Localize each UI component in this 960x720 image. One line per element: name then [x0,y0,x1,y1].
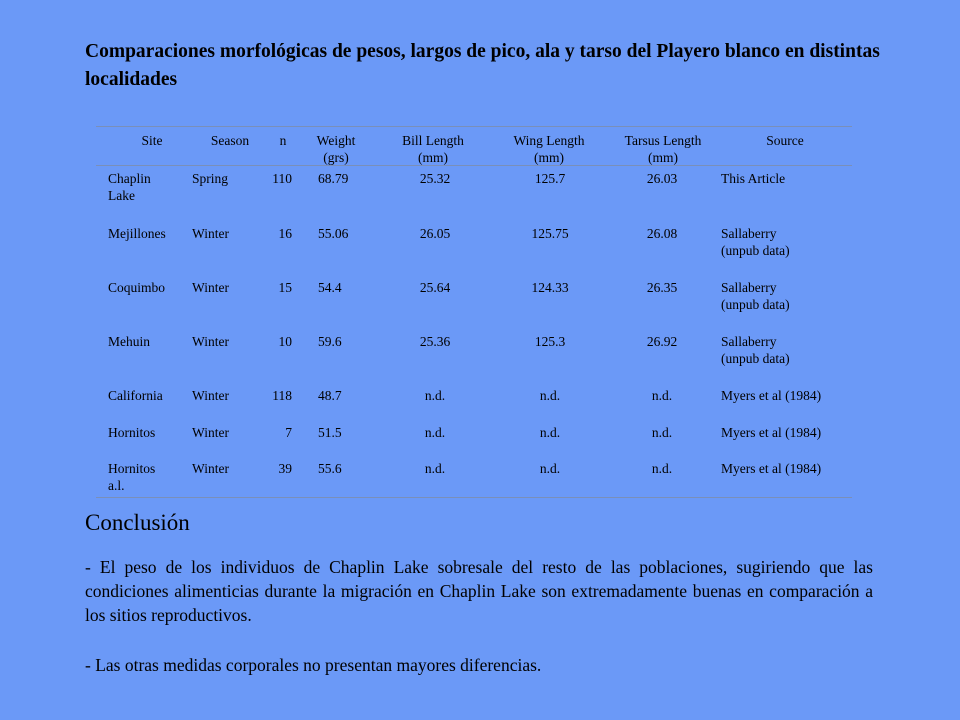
cell-site: Mejillones [108,226,166,241]
cell-season: Winter [192,280,229,295]
cell-season: Spring [192,171,229,186]
cell-season: Winter [192,334,229,349]
cell-source: Myers et al (1984) [721,425,822,440]
cell-site: California [108,388,163,403]
conclusion-heading: Conclusión [85,510,190,535]
cell-season: Winter [192,461,229,476]
cell-tarsus-length: 26.35 [646,280,678,295]
cell-season: Winter [192,388,229,403]
slide-title: Comparaciones morfológicas de pesos, largos de pico, ala y tarso del Playero blanco en distintas localidades [85,41,880,90]
cell-tarsus-length: 26.92 [646,334,678,349]
cell-site: Coquimbo [108,280,166,295]
cell-source: This Article [721,171,786,186]
cell-weight: 55.6 [318,461,342,476]
cell-wing-length: 125.3 [534,334,566,349]
header-site: Site [141,133,163,148]
cell-wing-length: 125.75 [531,226,569,241]
cell-source: Myers et al (1984) [721,461,822,476]
cell-source: Sallaberry (unpub data) [721,280,790,312]
header-season: Season [210,133,250,148]
cell-n: 7 [285,425,292,440]
cell-n: 118 [272,388,292,403]
cell-bill-length: 25.32 [419,171,451,186]
cell-bill-length: 26.05 [419,226,451,241]
header-source: Source [766,133,804,148]
cell-bill-length: n.d. [424,388,446,403]
cell-season: Winter [192,425,229,440]
header-wing-length: Wing Length (mm) [513,133,585,165]
cell-bill-length: n.d. [424,461,446,476]
cell-weight: 48.7 [318,388,342,403]
conclusion-paragraph: - Las otras medidas corporales no presentan mayores diferencias. [85,655,542,675]
cell-tarsus-length: n.d. [651,388,673,403]
cell-bill-length: 25.64 [419,280,451,295]
cell-tarsus-length: 26.08 [646,226,678,241]
cell-n: 10 [278,334,292,349]
cell-n: 110 [272,171,292,186]
header-bill-length: Bill Length (mm) [402,133,464,165]
cell-wing-length: 125.7 [534,171,566,186]
cell-wing-length: n.d. [539,388,561,403]
cell-tarsus-length: 26.03 [646,171,678,186]
cell-n: 39 [278,461,292,476]
cell-source: Sallaberry (unpub data) [721,226,790,258]
cell-wing-length: n.d. [539,425,561,440]
cell-site: Mehuin [108,334,150,349]
cell-n: 15 [278,280,292,295]
cell-weight: 55.06 [318,226,349,241]
conclusion-paragraph: - El peso de los individuos de Chaplin Lake sobresale del resto de las poblaciones, sugiriendo que las condiciones alimenticias durante la migración en Chaplin Lake son extremadamente buenas en comparación a los sitios reproductivos. [85,557,873,625]
cell-tarsus-length: n.d. [651,461,673,476]
cell-bill-length: 25.36 [419,334,451,349]
cell-n: 16 [278,226,292,241]
cell-wing-length: n.d. [539,461,561,476]
cell-tarsus-length: n.d. [651,425,673,440]
cell-source: Sallaberry (unpub data) [721,334,790,366]
cell-weight: 59.6 [318,334,342,349]
cell-wing-length: 124.33 [531,280,569,295]
cell-site: Hornitos [108,425,156,440]
header-weight: Weight (grs) [316,133,356,165]
cell-bill-length: n.d. [424,425,446,440]
cell-source: Myers et al (1984) [721,388,822,403]
header-tarsus-length: Tarsus Length (mm) [624,133,702,165]
cell-weight: 68.79 [318,171,349,186]
header-n: n [279,133,287,148]
cell-site: Hornitos a.l. [108,461,156,493]
cell-season: Winter [192,226,229,241]
cell-site: Chaplin Lake [108,171,151,203]
cell-weight: 54.4 [318,280,342,295]
cell-weight: 51.5 [318,425,342,440]
